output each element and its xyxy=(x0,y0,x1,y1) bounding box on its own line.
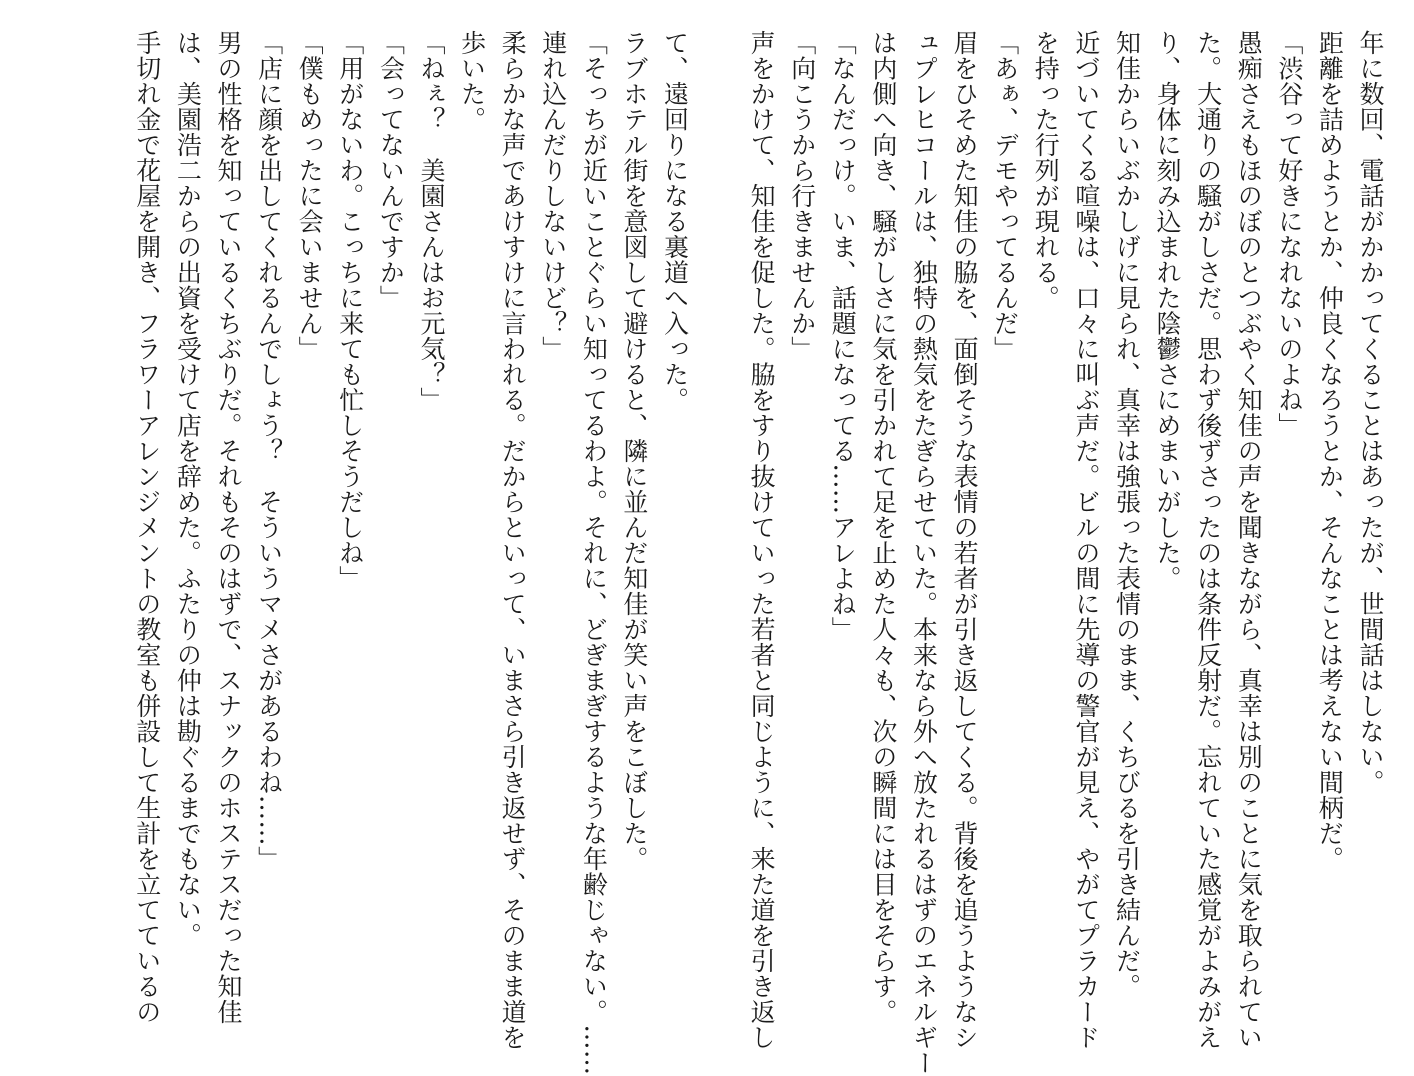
text-line: 「渋谷って好きになれないのよね」 xyxy=(1274,30,1304,438)
text-line: 近づいてくる喧噪は、口々に叫ぶ声だ。ビルの間に先導の警官が見え、やがてプラカード xyxy=(1071,30,1101,1050)
text-line: ュプレヒコールは、独特の熱気をたぎらせていた。本来なら外へ放たれるはずのエネルギー xyxy=(909,30,939,1076)
text-line: を持った行列が現れる。 xyxy=(1031,30,1061,311)
text-line: 距離を詰めようとか、仲良くなろうとか、そんなことは考えない間柄だ。 xyxy=(1315,30,1345,872)
text-line: 愚痴さえもほのぼのとつぶやく知佳の声を聞きながら、真幸は別のことに気を取られてい xyxy=(1234,30,1264,1050)
text-line: 連れ込んだりしないけど？」 xyxy=(538,30,568,362)
text-line: 「ねぇ？ 美園さんはお元気？」 xyxy=(416,30,446,413)
text-line: 「なんだっけ。いま、話題になってる……アレよね」 xyxy=(828,30,858,642)
text-line: 年に数回、電話がかかってくることはあったが、世間話はしない。 xyxy=(1356,30,1385,795)
text-line: 歩いた。 xyxy=(457,30,487,132)
text-line: 知佳からいぶかしげに見られ、真幸は強張った表情のまま、くちびるを引き結んだ。 xyxy=(1112,30,1142,999)
text-line: 男の性格を知っているくちぶりだ。それもそのはずで、スナックのホステスだった知佳 xyxy=(213,30,243,1025)
text-line: 柔らかな声であけすけに言われる。だからといって、いまさら引き返せず、そのまま道を xyxy=(498,30,528,1050)
text-line: 「店に顔を出してくれるんでしょう？ そういうマメさがあるわね……」 xyxy=(254,30,284,872)
text-line: て、遠回りになる裏道へ入った。 xyxy=(660,30,690,413)
text-line: は内側へ向き、騒がしさに気を引かれて足を止めた人々も、次の瞬間には目をそらす。 xyxy=(868,30,898,1025)
text-line: り、身体に刻み込まれた陰鬱さにめまいがした。 xyxy=(1153,30,1183,591)
text-line: 「そっちが近いことぐらい知ってるわよ。それに、どぎまぎするような年齢じゃない。…… xyxy=(579,30,609,1076)
text-line: 声をかけて、知佳を促した。脇をすり抜けていった若者と同じように、来た道を引き返し xyxy=(747,30,777,1050)
text-line: ラブホテル街を意図して避けると、隣に並んだ知佳が笑い声をこぼした。 xyxy=(619,30,649,872)
text-line: 眉をひそめた知佳の脇を、面倒そうな表情の若者が引き返してくる。背後を追うようなシ xyxy=(950,30,980,1050)
text-line: 「あぁ、デモやってるんだ」 xyxy=(990,30,1020,362)
vertical-text-body xyxy=(20,30,1390,1076)
text-line: 手切れ金で花屋を開き、フラワーアレンジメントの教室も併設して生計を立てているの xyxy=(132,30,162,1025)
text-line: は、美園浩二からの出資を受けて店を辞めた。ふたりの仲は勘ぐるまでもない。 xyxy=(173,30,203,948)
text-line: 「用がないわ。こっちに来ても忙しそうだしね」 xyxy=(335,30,365,591)
text-line: た。大通りの騒がしさだ。思わず後ずさったのは条件反射だ。忘れていた感覚がよみがえ xyxy=(1193,30,1223,1050)
text-line: 「僕もめったに会いません」 xyxy=(295,30,325,362)
text-line: 「会ってないんですか」 xyxy=(376,30,406,311)
text-line: 「向こうから行きませんか」 xyxy=(787,30,817,362)
